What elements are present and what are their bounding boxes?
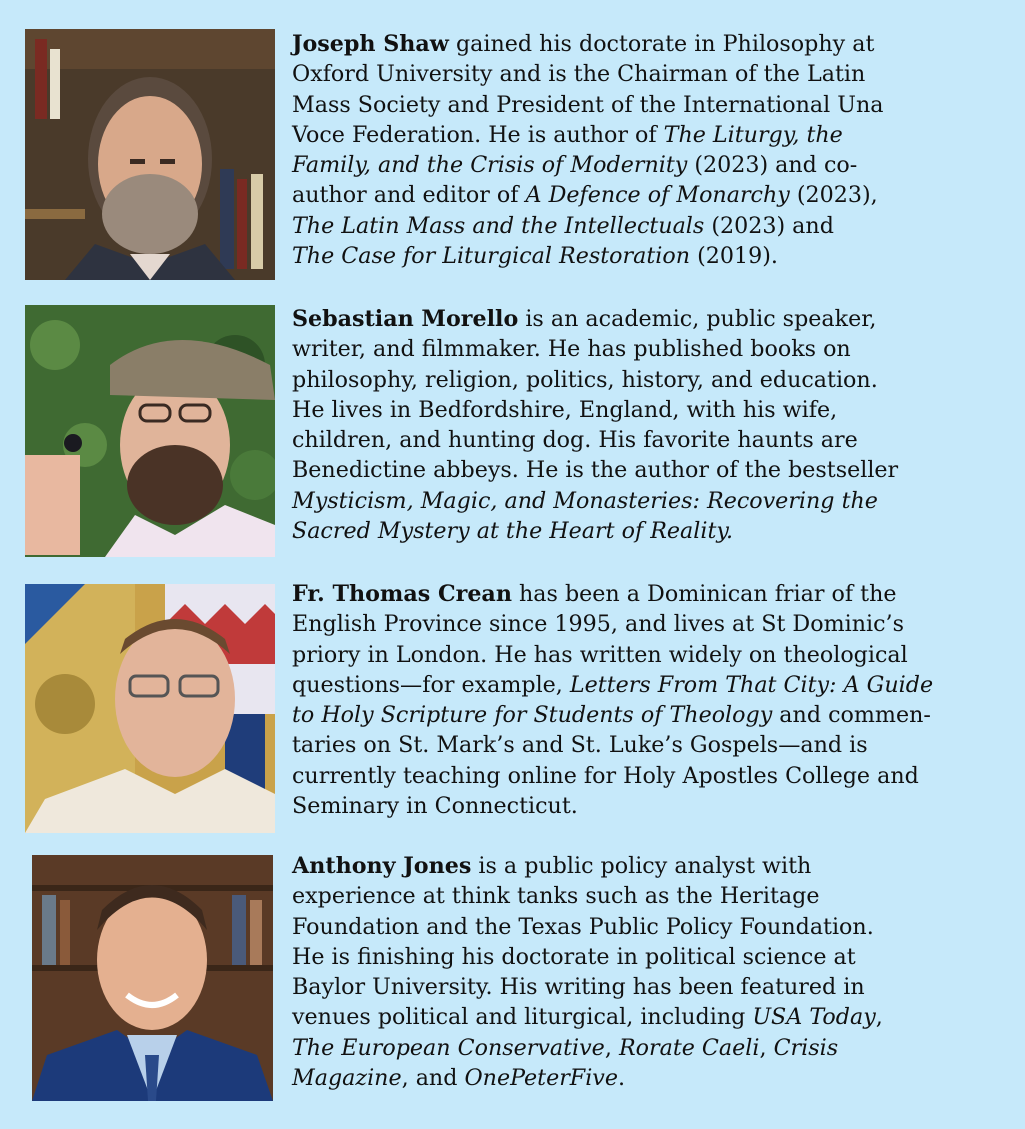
- bio-text: [292, 579, 1012, 821]
- work-title: A Defence of Monarchy: [525, 182, 790, 209]
- bio-line-text: Benedictine abbeys. He is the author of the bestseller: [292, 457, 899, 484]
- bio-line-text: currently teaching online for Holy Apostles College and: [292, 762, 919, 789]
- bio-line-text: ,: [759, 1034, 774, 1061]
- bio-line-text: He is finishing his doctorate in political science at: [292, 943, 856, 970]
- bio-text: [292, 851, 1012, 1093]
- bio-line-text: Seminary in Connecticut.: [292, 793, 578, 820]
- work-title: Mysticism, Magic, and Monasteries: Recovering the: [292, 487, 878, 514]
- bio-line-text: questions—for example,: [292, 671, 570, 698]
- bio-line-text: experience at think tanks such as the Heritage: [292, 883, 820, 910]
- bio-line-text: (2023),: [789, 182, 878, 209]
- bio-line-text: author and editor of: [292, 182, 526, 209]
- photo-thomas-crean: [25, 584, 275, 833]
- photo-anthony-jones: [32, 855, 273, 1101]
- work-title: Letters From That City: A Guide: [569, 671, 934, 698]
- bio-line-text: Foundation and the Texas Public Policy Foundation.: [292, 913, 874, 940]
- bio-line-text: has been a Dominican friar of the: [519, 581, 897, 607]
- bio-line-text: priory in London. He has written widely on theological: [292, 641, 908, 668]
- work-title: to Holy Scripture for Students of Theology: [292, 702, 773, 729]
- work-title: Magazine: [292, 1065, 402, 1092]
- bio-line-text: Baylor University. His writing has been featured in: [292, 974, 865, 1001]
- bio-line-text: is an academic, public speaker,: [525, 306, 877, 332]
- bio-line-text: is a public policy analyst with: [478, 853, 812, 879]
- bio-line-text: venues political and liturgical, including: [292, 1004, 753, 1031]
- work-title: The Case for Liturgical Restoration: [292, 243, 691, 270]
- bio-line-text: ,: [875, 1004, 883, 1031]
- work-title: The Liturgy, the: [663, 121, 843, 148]
- bio-line-text: (2023) and co-: [687, 152, 858, 179]
- work-title: USA Today: [752, 1004, 876, 1031]
- bio-line-text: He lives in Bedfordshire, England, with his wife,: [292, 396, 838, 423]
- bio-line-text: writer, and filmmaker. He has published books on: [292, 336, 851, 363]
- author-name: Fr. Thomas Crean: [292, 581, 512, 607]
- bio-line-text: Oxford University and is the Chairman of the Latin: [292, 61, 866, 88]
- work-title: The European Conservative: [292, 1034, 605, 1061]
- work-title: Crisis: [773, 1034, 839, 1061]
- bio-line-text: (2023) and: [704, 212, 834, 239]
- work-title: Rorate Caeli: [618, 1034, 760, 1061]
- bio-text: [292, 29, 1012, 271]
- author-name: Sebastian Morello: [292, 306, 519, 332]
- bio-line-text: Voce Federation. He is author of: [292, 121, 664, 148]
- bio-line-text: English Province since 1995, and lives at St Dominic’s: [292, 611, 904, 638]
- author-name: Anthony Jones: [292, 853, 472, 879]
- bio-line-text: ,: [604, 1034, 619, 1061]
- bio-line-text: (2019).: [690, 243, 778, 270]
- work-title: The Latin Mass and the Intellectuals: [292, 212, 705, 239]
- bio-line-text: children, and hunting dog. His favorite haunts are: [292, 427, 858, 454]
- bio-line-text: , and: [401, 1065, 465, 1092]
- bio-line-text: .: [617, 1065, 626, 1092]
- bio-text: [292, 304, 1012, 546]
- bio-line-text: taries on St. Mark’s and St. Luke’s Gospels—and is: [292, 732, 868, 759]
- work-title: OnePeterFive: [464, 1065, 618, 1092]
- work-title: Family, and the Crisis of Modernity: [292, 152, 688, 179]
- work-title: Sacred Mystery at the Heart of Reality.: [292, 518, 734, 545]
- bio-line-text: and commen-: [772, 702, 931, 729]
- bio-line-text: philosophy, religion, politics, history, and education.: [292, 366, 878, 393]
- author-name: Joseph Shaw: [292, 31, 449, 57]
- photo-sebastian-morello: [25, 305, 275, 557]
- bio-line-text: Mass Society and President of the International Una: [292, 91, 884, 118]
- photo-joseph-shaw: [25, 29, 275, 280]
- bio-line-text: gained his doctorate in Philosophy at: [455, 31, 875, 57]
